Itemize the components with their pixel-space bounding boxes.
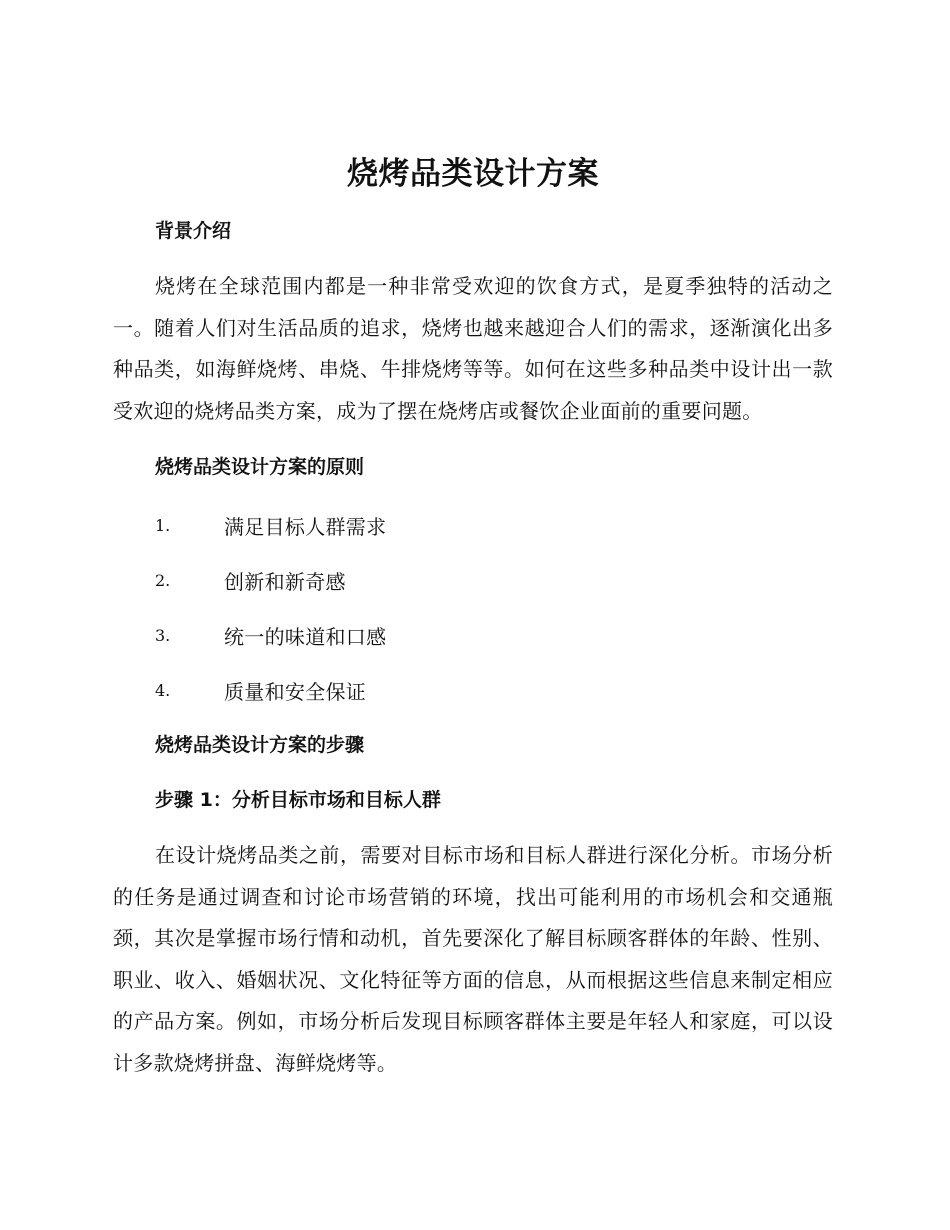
step1-paragraph: 在设计烧烤品类之前，需要对目标市场和目标人群进行深化分析。市场分析的任务是通过调查和讨论市场营销的环境，找出可能利用的市场机会和交通瓶颈，其次是掌握市场行情和动机，首先要深化了解目标顾客群体的年龄、性别、职业、收入、婚姻状况、文化特征等方面的信息，从而根据这些信息来制定相应的产品方案。例如，市场分析后发现目标顾客群体主要是年轻人和家庭，可以设计多款烧烤拼盘、海鲜烧烤等。 — [113, 843, 833, 1075]
step1-heading: 步骤 1：分析目标市场和目标人群 — [155, 789, 441, 811]
list-item-number: 3. — [155, 626, 171, 645]
document-page — [113, 148, 833, 1084]
section-heading-background: 背景介绍 — [155, 220, 232, 242]
list-item — [113, 498, 833, 553]
list-item-text: 满足目标人群需求 — [224, 515, 387, 539]
principles-list — [113, 498, 833, 718]
section-heading-principles: 烧烤品类设计方案的原则 — [155, 456, 365, 478]
list-item-text: 创新和新奇感 — [224, 570, 346, 594]
list-item — [113, 608, 833, 663]
list-item-number: 1. — [155, 516, 171, 535]
list-item-text: 质量和安全保证 — [224, 680, 367, 704]
section-heading-steps: 烧烤品类设计方案的步骤 — [155, 734, 365, 756]
list-item-number: 4. — [155, 681, 171, 700]
background-paragraph: 烧烤在全球范围内都是一种非常受欢迎的饮食方式，是夏季独特的活动之一。随着人们对生活品质的追求，烧烤也越来越迎合人们的需求，逐渐演化出多种品类，如海鲜烧烤、串烧、牛排烧烤等等。如何在这些多种品类中设计出一款受欢迎的烧烤品类方案，成为了摆在烧烤店或餐饮企业面前的重要问题。 — [113, 274, 833, 423]
document-title: 烧烤品类设计方案 — [347, 156, 599, 192]
list-item-text: 统一的味道和口感 — [224, 625, 387, 649]
list-item-number: 2. — [155, 571, 171, 590]
list-item — [113, 663, 833, 718]
list-item — [113, 553, 833, 608]
